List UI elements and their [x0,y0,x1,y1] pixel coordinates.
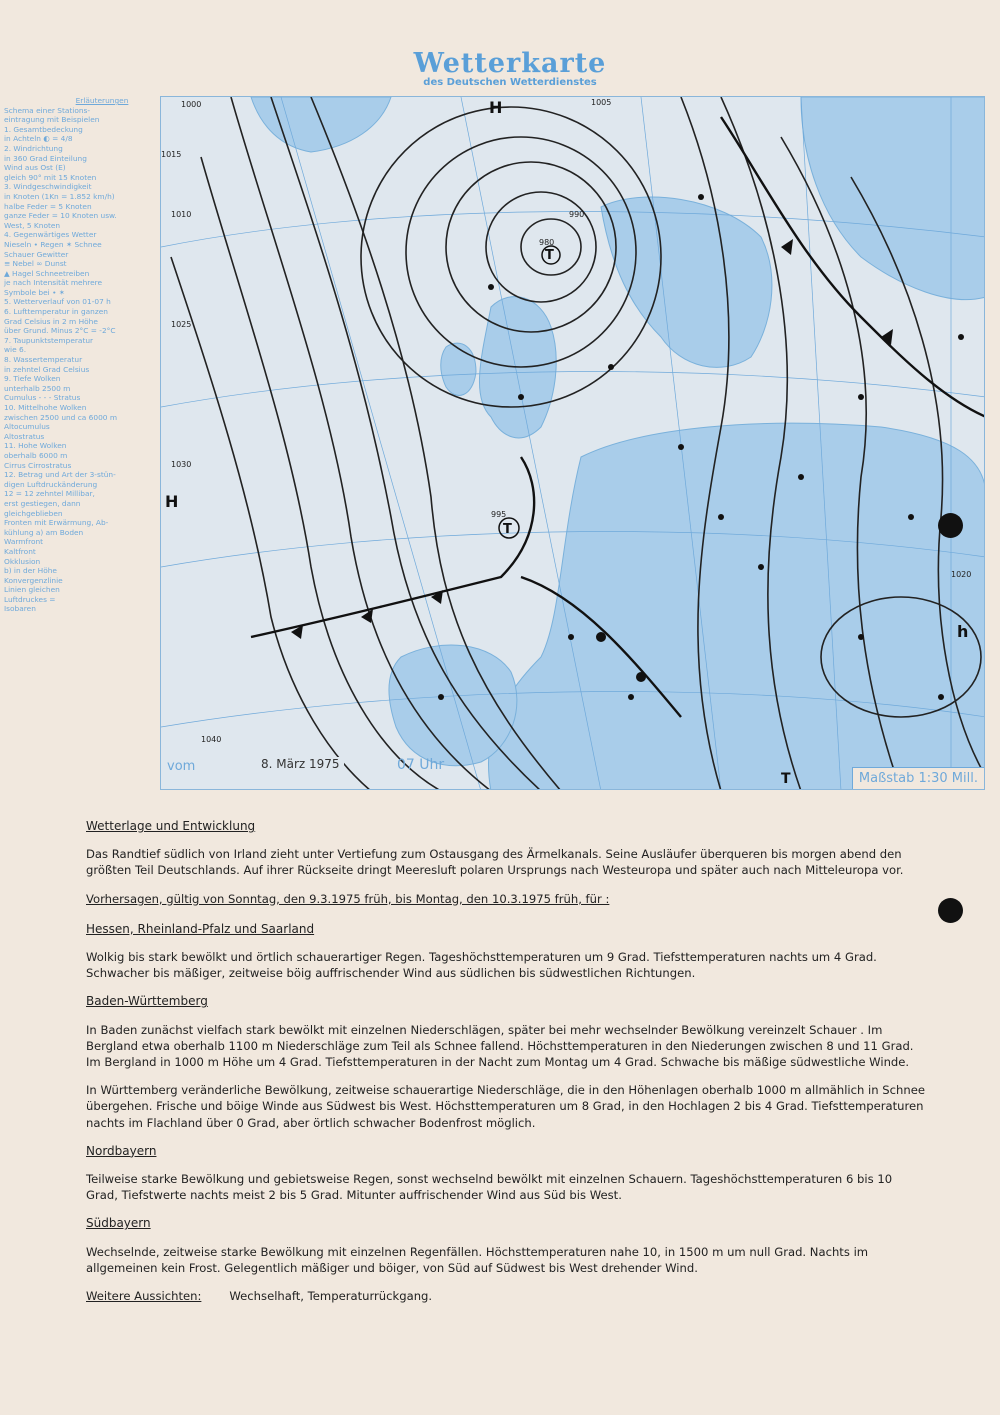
land-greenland [251,97,391,152]
region-text: In Baden zunächst vielfach stark bewölkt mit einzelnen Niederschlägen, später bei mehr wechselnder Bewölkung vereinzelt Schauer . Im Bergland etwa oberhalb 1100 m Niederschläge zum Teil als Schnee fallend. Höchsttemperaturen in den Niederungen zwischen 8 und 11 Grad. Im Bergland in 1000 m Höhe um 4 Grad. Tiefsttemperaturen in der Nacht zum Montag um 4 Grad. Schwache bis mäßige südwestliche Winde. [86,1022,914,1070]
low-pressure-center: T [781,771,791,787]
front-semicircle [636,672,646,682]
legend-line: Isobaren [4,604,36,614]
land-masses [251,97,985,790]
pressure-label: 1010 [171,210,192,219]
legend-line: oberhalb 6000 m [4,450,68,460]
region-text: Wechselnde, zeitweise starke Bewölkung mit einzelnen Regenfällen. Höchsttemperaturen nahe 10, in 1500 m um null Grad. Nachts im allgemeinen kein Frost. Gelegentlich mäßiger und böiger, von Süd auf Südwest bis West drehender Wind. [86,1244,869,1275]
legend-line: in Achteln ◐ = 4/8 [4,134,73,144]
legend-line: gleichgeblieben [4,508,63,518]
pressure-label: 1025 [171,320,192,329]
land-scandinavia [601,197,772,367]
legend-lines [4,106,160,614]
low-pressure-center: T [503,522,512,537]
legend-line: Cirrus Cirrostratus [4,460,72,470]
further-outlook [86,1288,926,1304]
legend-line: unterhalb 2500 m [4,383,71,393]
pressure-label: 1015 [161,150,182,159]
legend-line: Altostratus [4,431,45,441]
legend-line: 9. Tiefe Wolken [4,374,61,384]
legend-line: 12 = 12 zehntel Millibar, [4,489,95,499]
weather-report [86,818,926,1304]
land-continent [488,423,985,790]
further-outlook-text: Wechselhaft, Temperaturrückgang. [229,1289,433,1304]
legend-line: in 360 Grad Einteilung [4,153,87,163]
isobar-980 [521,219,581,275]
high-pressure-center: H [489,98,503,117]
legend-line: Wind aus Ost (E) [4,163,66,173]
legend-line: Altocumulus [4,422,50,432]
title-block [340,48,680,88]
front-semicircle [596,632,606,642]
legend-line: ≡ Nebel ∞ Dunst [4,259,67,269]
legend-line: eintragung mit Beispielen [4,115,100,125]
pressure-label: 980 [539,238,555,247]
legend-line: gleich 90° mit 15 Knoten [4,172,97,182]
legend-line: 12. Betrag und Art der 3-stün- [4,470,116,480]
legend-line: 4. Gegenwärtiges Wetter [4,230,97,240]
front-triangle [781,239,793,255]
high-pressure-center: H [165,492,179,511]
punch-hole [938,898,963,923]
legend-line: 1. Gesamtbedeckung [4,124,83,134]
region-text: Wolkig bis stark bewölkt und örtlich schauerartiger Regen. Tageshöchsttemperaturen um 9 Grad. Tiefsttemperaturen nachts um 4 Grad. Schwacher bis mäßiger, zeitweise böig auffrischender Wind aus südlichen bis südwestlichen Richtungen. [86,950,877,981]
legend-line: Fronten mit Erwärmung, Ab- [4,518,109,528]
legend-line: Linien gleichen [4,585,60,595]
region-heading: Nordbayern [86,1143,157,1158]
situation-heading: Wetterlage und Entwicklung [86,819,256,833]
legend-line: über Grund. Minus 2°C = -2°C [4,326,116,336]
legend-line: 5. Wetterverlauf von 01-07 h [4,297,111,307]
legend-line: Konvergenzlinie [4,575,63,585]
map-date: 8. März 1975 [257,757,344,771]
legend-line: ganze Feder = 10 Knoten usw. [4,211,117,221]
region-text: In Württemberg veränderliche Bewölkung, zeitweise schauerartige Niederschläge, die in den Höhenlagen oberhalb 1000 m allmählich in Schnee übergehen. Frische und böige Winde aus Südwest bis West. Höchsttemperaturen um 8 Grad, in den Hochlagen 2 bis 4 Grad. Tiefsttemperaturen nachts im Flachland über 0 Grad, aber örtlich schwacher Bodenfrost möglich. [86,1083,926,1130]
pressure-label: 1000 [181,100,202,109]
further-outlook-label: Weitere Aussichten: [86,1289,202,1304]
land-northeast [801,97,985,300]
legend-line: Cumulus - - - Stratus [4,393,81,403]
legend-line: ▲ Hagel Schneetreiben [4,268,90,278]
legend-line: Okklusion [4,556,41,566]
legend-line: Warmfront [4,537,44,547]
forecast-validity: Vorhersagen, gültig von Sonntag, den 9.3.1975 früh, bis Montag, den 10.3.1975 früh, für : [86,891,610,906]
legend-line: 2. Windrichtung [4,143,63,153]
pressure-label: 995 [491,510,507,519]
legend-line: zwischen 2500 und ca 6000 m [4,412,118,422]
pressure-label: 1005 [591,98,612,107]
legend-line: Symbole bei • ✶ [4,287,65,297]
legend-line: kühlung a) am Boden [4,527,84,537]
legend-line: Schema einer Stations- [4,105,91,115]
region-heading: Baden-Württemberg [86,994,208,1009]
map-canvas [161,97,985,790]
legend-line: je nach Intensität mehrere [4,278,103,288]
isobar-985 [486,192,596,302]
legend-line: halbe Feder = 5 Knoten [4,201,92,211]
legend-line: 10. Mittelhohe Wolken [4,403,87,412]
legend-heading: Erläuterungen [75,96,129,105]
situation-text: Das Randtief südlich von Irland zieht unter Vertiefung zum Ostausgang des Ärmelkanals. Seine Ausläufer überqueren bis morgen abend den größten Teil Deutschlands. Auf ihrer Rückseite dringt Meeresluft polaren Ursprungs nach Westeuropa und später auch nach Mitteleuropa vor. [86,847,904,878]
legend-line: West, 5 Knoten [4,220,61,230]
legend-line: Schauer Gewitter [4,249,69,259]
weather-map [160,96,985,790]
low-pressure-center: T [545,248,554,263]
land-ireland [441,343,476,395]
legend-line: b) in der Höhe [4,566,57,576]
legend-line: 8. Wassertemperatur [4,355,83,365]
region-text: Teilweise starke Bewölkung und gebietsweise Regen, sonst wechselnd bewölkt mit einzelnen Schauern. Tageshöchsttemperaturen 6 bis 10 Grad, Tiefstwerte nachts meist 2 bis 5 Grad. Mitunter auffrischender Wind aus Süd bis West. [86,1172,893,1203]
isobar-1025 [171,257,371,790]
pressure-label: 1030 [171,460,192,469]
legend-line: 6. Lufttemperatur in ganzen [4,307,108,317]
legend-line: 3. Windgeschwindigkeit [4,182,92,192]
pressure-label: 1020 [951,570,972,579]
region-heading: Südbayern [86,1216,151,1231]
legend-line: Grad Celsius in 2 m Höhe [4,316,98,326]
legend-line: 7. Taupunktstemperatur [4,335,94,345]
legend-line: in Knoten (1Kn = 1.852 km/h) [4,191,115,201]
high-pressure-center: h [957,622,969,641]
map-subtitle: des Deutschen Wetterdienstes [423,77,597,88]
pressure-label: 990 [569,210,585,219]
legend-line: Kaltfront [4,546,36,556]
legend-line: Luftdruckes = [4,594,56,604]
legend-line: Nieseln • Regen ✶ Schnee [4,239,102,249]
legend-line: 11. Hohe Wolken [4,441,67,451]
legend-line: erst gestiegen, dann [4,498,81,508]
legend-line: in zehntel Grad Celsius [4,364,90,374]
legend-line: digen Luftdruckänderung [4,479,98,489]
legend-panel [4,96,160,786]
legend-line: wie 6. [4,345,27,355]
region-heading: Hessen, Rheinland-Pfalz und Saarland [86,921,315,936]
map-title: Wetterkarte [413,48,607,79]
map-vom-label: vom [167,759,196,774]
map-scale: Maßstab 1:30 Mill. [852,767,984,789]
map-time: 07 Uhr [397,757,445,773]
punch-hole [938,513,963,538]
pressure-label: 1040 [201,735,222,744]
